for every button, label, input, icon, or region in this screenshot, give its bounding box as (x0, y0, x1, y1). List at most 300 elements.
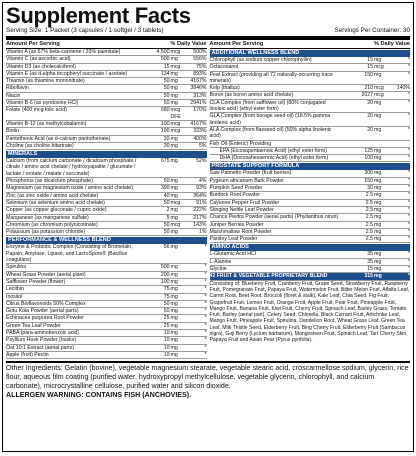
nutrient-unit: mcg (170, 120, 181, 127)
amount-header: Amount Per Serving (209, 41, 264, 47)
nutrient-amount: 20 (367, 113, 373, 120)
nutrient-amount: 75 (163, 293, 170, 300)
nutrient-name: Inositol (6, 293, 23, 300)
nutrient-amount: 5 (166, 214, 170, 221)
nutrient-unit: mg (374, 71, 382, 78)
nutrient-unit: mg (170, 100, 178, 107)
mineral-list (6, 158, 207, 236)
nutrient-amount: 20 (367, 126, 373, 133)
nutrient-dv: * (204, 315, 207, 322)
nutrient-row (6, 71, 207, 78)
nutrient-dv: * (204, 322, 207, 329)
fruit-blend-text: Consisting of: Blueberry Fruit, Cranberry Fruit, Grape Seed, Strawberry Fruit, Raspberry Fruit, Pomegranate Fruit, Papaya Fruit, Watermelon Fruit, Bitter Melon Fruit, Alfalfa Leaf, Carrot Root, Beet Root, Broccoli (floret & stalk), Kale Leaf, Chia Seed, Fig Fruit, Grapefruit Fruit, Lemon Fruit, Orange Fruit, Apple Fruit, Pear Fruit, Pineapple Fruit, Mango Fruit, Banana Fruit, Kiwi Fruit, Cherry Fruit, Spinach Leaf, Barley Grass, Tomato Fruit, Barley (aerial part), Celery Seed, Chlorella, Black Currant Fruit, Artichoke Leaf, Mango Fruit, Pineapple Fruit, Spirulina, Dandelion Root, Wheat Grass Leaf, Green Tea Leaf, Milk Thistle Seed, Elderberry Fruit, Bing Cherry Fruit, Elderberry Fruit (Sambucus nigra), Goji Berry (Lycium barbarum), Mangosteen Fruit, Spinach Leaf, Tart Cherry Skin, Papaya Fruit and Asian Pear (Pyrus pyrifolia). (209, 280, 410, 344)
nutrient-unit: mcg DFE (170, 107, 181, 120)
nutrient-row (210, 222, 411, 229)
nutrient-amount: 20 (163, 135, 170, 142)
nutrient-unit: mcg (374, 85, 384, 92)
nutrient-amount: 50 (163, 178, 170, 185)
nutrient-amount: 35 (367, 251, 373, 258)
nutrient-name: EPA (Eicosapentaenoic Acid) (ethyl ester form) (219, 147, 327, 154)
nutrient-row (6, 49, 207, 56)
nutrient-unit: mg (374, 251, 382, 258)
nutrient-dv: 364% (193, 192, 207, 199)
nutrient-amount: 2.5 (365, 236, 373, 243)
nutrient-dv: * (407, 199, 410, 206)
nutrient-amount: 30 (163, 142, 170, 149)
nutrient-name: Vitamin D3 (as cholecalciferol) (6, 63, 76, 70)
nutrient-row (6, 229, 207, 236)
nutrient-name: Apple (fruit) Pectin (6, 351, 49, 358)
nutrient-name: CLA Complex (from safflower oil) (80% conjugated linoleic acid) (ethyl ester form) (209, 99, 326, 113)
nutrient-unit: mg (170, 192, 178, 199)
nutrient-dv: * (407, 236, 410, 243)
nutrient-name: Pygeum africanum Bark Powder (209, 177, 284, 184)
nutrient-dv (388, 141, 410, 147)
nutrient-name: Pantothenic Acid (as d-calcium pantothenate) (6, 135, 111, 142)
nutrient-name: Vitamin C (as ascorbic acid) (6, 56, 71, 63)
nutrient-amount: 2.5 (365, 214, 373, 221)
performance-blend-list (6, 244, 207, 359)
nutrient-row (6, 215, 207, 222)
nutrient-row (210, 148, 411, 155)
nutrient-name: Enzyme & Probiotic Complex (Consisting of Bromelain, Papain, Amylase, Lipase, and LactoSpore® (Bacillus coagulans) (6, 244, 133, 264)
nutrient-amount: 500 (160, 264, 170, 271)
nutrient-unit: mg (374, 57, 382, 63)
nutrient-dv: * (407, 214, 410, 221)
nutrient-dv: * (204, 344, 207, 351)
nutrient-unit: mg (170, 244, 178, 251)
nutrient-unit: mg (170, 142, 178, 149)
nutrient-name: Potassium (as potassium chloride) (6, 229, 86, 236)
nutrient-unit: mg (170, 278, 178, 285)
nutrient-unit: mcg (170, 49, 181, 55)
nutrient-unit: mg (374, 266, 382, 273)
fruit-blend-unit: mg (374, 273, 382, 280)
nutrient-row (210, 251, 411, 258)
nutrient-row (6, 244, 207, 264)
nutrient-amount: 300 (364, 170, 373, 177)
nutrient-unit: mg (170, 337, 178, 344)
section-minerals: MINERALS (6, 151, 207, 158)
other-ingredients: Other Ingredients: Gelatin (bovine), vegetable magnesium stearate, vegetable stearic acid, croscarmellose sodium, glycerin, rice flour, aqueous film coating (purified water, hydroxypropyl methylcellulose, vegetable glycerin, chlorophyll, and calcium carbonate), microcrystalline cellulose, purified water and silicon dioxide. (6, 361, 410, 391)
nutrient-dv: 52% (196, 158, 207, 165)
nutrient-row (210, 207, 411, 214)
nutrient-dv: 4167% (190, 120, 207, 127)
nutrient-dv: * (407, 228, 410, 235)
nutrient-amount: 15 (367, 57, 373, 63)
nutrient-row (6, 128, 207, 135)
nutrient-name: Green Tea Leaf Powder (6, 322, 61, 329)
nutrient-row (210, 259, 411, 266)
nutrient-amount: 50 (163, 229, 170, 236)
nutrient-row (210, 170, 411, 177)
nutrient-row (6, 345, 207, 352)
nutrient-dv: 4167% (190, 78, 207, 85)
facts-columns (6, 41, 410, 359)
nutrient-unit: mg (374, 214, 382, 221)
nutrient-row (6, 352, 207, 359)
nutrient-row (6, 193, 207, 200)
nutrient-row (210, 192, 411, 199)
section-prostate: PROSTATE SUPPORT FORMULA (210, 163, 411, 170)
nutrient-row (210, 229, 411, 236)
nutrient-unit: mg (170, 185, 178, 192)
nutrient-name: Fish Oil (Enteric) Providing (209, 140, 272, 147)
nutrient-row (6, 185, 207, 192)
nutrient-dv: 91% (196, 199, 207, 206)
nutrient-dv: 333% (193, 128, 207, 135)
nutrient-amount: 15 (367, 266, 373, 273)
nutrient-name: Vitamin E (as d-alpha tocopheryl succinate / acetate) (6, 70, 128, 77)
nutrient-dv: * (407, 71, 410, 78)
nutrient-dv: * (407, 170, 410, 177)
nutrient-amount: 50 (163, 308, 170, 315)
nutrient-amount: 50 (163, 199, 170, 206)
allergen-warning: ALLERGEN WARNING: CONTAINS FISH (ANCHOVIES). (6, 391, 192, 400)
nutrient-name: Marshmallow Root Powder (209, 228, 272, 235)
nutrient-dv: * (407, 155, 410, 162)
fruit-blend-row (210, 273, 411, 280)
nutrient-name: Chanca Piedra Powder (aerial parts) (Phyllanthus niruri) (209, 214, 339, 221)
nutrient-amount: 2.5 (365, 228, 373, 235)
nutrient-amount: 210 (364, 85, 373, 92)
nutrient-row (210, 92, 411, 99)
nutrient-dv: * (204, 244, 207, 251)
nutrient-name: Biotin (6, 128, 19, 135)
nutrient-amount: 100 (160, 278, 170, 285)
right-column (210, 41, 411, 359)
nutrient-amount: 50 (163, 221, 170, 228)
nutrient-name: Echinacea purpurea Root Powder (6, 315, 84, 322)
nutrient-name: Oat 10:1 Extract (aerial parts) (6, 344, 75, 351)
nutrient-unit: mg (374, 99, 382, 106)
dv-header: % Daily Value (373, 41, 410, 47)
nutrient-unit: mg (170, 286, 178, 293)
nutrient-dv: 313% (193, 92, 207, 99)
nutrient-row (6, 294, 207, 301)
servings-per-container: Servings Per Container: 30 (334, 27, 410, 34)
nutrient-row (210, 200, 411, 207)
nutrient-dv: * (204, 337, 207, 344)
nutrient-dv: * (204, 293, 207, 300)
nutrient-name: Safflower Powder (flower) (6, 278, 66, 285)
nutrient-amount: 50 (163, 78, 170, 85)
nutrient-name: Vitamin B-12 (as methylcobalamin) (6, 120, 87, 127)
nutrient-unit: mg (374, 199, 382, 206)
nutrient-unit: mg (170, 178, 178, 185)
fruit-blend-dv: * (407, 273, 410, 280)
left-column (6, 41, 207, 359)
nutrient-dv: * (407, 57, 410, 63)
nutrient-dv: * (204, 264, 207, 271)
nutrient-unit: mg (374, 221, 382, 228)
nutrient-row (6, 272, 207, 279)
nutrient-dv: * (407, 206, 410, 213)
nutrient-name: GLA Complex (from borage seed oil) (18.5% gamma linolenic acid) (209, 113, 331, 126)
nutrient-dv: 500% (193, 49, 207, 55)
nutrient-name: Vitamin A (as 67% beta-carotene / 33% palmitate) (6, 49, 121, 55)
nutrient-name: Choline (as choline bitartrate) (6, 142, 74, 149)
fruit-blend-name: 42 FRUIT & VEGETABLE PROPRIETARY BLEND (209, 273, 328, 280)
nutrient-name: L-Alanine (209, 258, 232, 265)
nutrient-row (6, 56, 207, 63)
vitamin-list (6, 49, 207, 150)
nutrient-row (6, 78, 207, 85)
nutrient-amount: 15 (367, 64, 373, 71)
nutrient-dv: * (204, 271, 207, 278)
nutrient-amount: 30 (367, 185, 373, 192)
nutrient-dv: * (407, 266, 410, 273)
nutrient-amount: 100 (160, 128, 170, 135)
nutrient-dv: * (407, 99, 410, 106)
nutrient-amount: 50 (163, 92, 170, 99)
nutrient-unit: mg (374, 236, 382, 243)
nutrient-amount: 40 (163, 192, 170, 199)
nutrient-amount: 35 (367, 258, 373, 265)
section-additional-blend: ADDITIONAL WELLNESS BLEND (210, 50, 411, 57)
nutrient-unit: mg (374, 258, 382, 265)
nutrient-unit: mg (374, 192, 382, 199)
nutrient-dv: 93% (196, 185, 207, 192)
nutrient-amount: 675 (160, 158, 170, 165)
nutrient-dv: 5% (199, 142, 207, 149)
nutrient-amount: 75 (163, 286, 170, 293)
nutrient-amount: 200 (160, 271, 170, 278)
nutrient-name: Calcium (from calcium carbonate / dicalcium phosphate / citrate / amino acid chelate / hydroxyapatite / gluconate / lactate / orotate / malate / succinate) (6, 158, 137, 177)
nutrient-name: Thiamin (as thiamine mononitrate) (6, 78, 85, 85)
nutrient-amount: 125 (364, 147, 373, 154)
nutrient-amount: 2027 (361, 92, 373, 99)
nutrient-amount: 2.5 (365, 199, 373, 206)
nutrient-row (210, 64, 411, 71)
nutrient-dv: * (407, 147, 410, 154)
additional-blend-list (210, 57, 411, 162)
nutrient-dv: 3846% (190, 85, 207, 92)
nutrient-amount: 10 (163, 351, 170, 358)
nutrient-dv: * (407, 185, 410, 192)
nutrient-dv: * (204, 286, 207, 293)
nutrient-name: PABA (para-aminobenzoic acid) (6, 329, 80, 336)
nutrient-amount: 10 (163, 344, 170, 351)
nutrient-unit: mg (374, 185, 382, 192)
nutrient-unit: mcg (170, 199, 181, 206)
nutrient-dv: 217% (193, 214, 207, 221)
nutrient-name: Chromium (as chromium polynicotinate) (6, 221, 98, 228)
left-column-header (6, 41, 207, 49)
nutrient-dv: 140% (396, 85, 410, 92)
nutrient-row (210, 127, 411, 141)
nutrient-unit: mcg (374, 64, 384, 71)
nutrient-row (6, 200, 207, 207)
nutrient-unit: mg (170, 351, 178, 358)
nutrient-unit: mg (170, 85, 178, 92)
nutrient-unit: mcg (170, 63, 181, 70)
nutrient-unit: mg (170, 229, 178, 236)
nutrient-dv: 170% (193, 107, 207, 114)
nutrient-unit: mg (374, 155, 382, 162)
nutrient-name: L-Glutamic Acid HCl (209, 251, 256, 258)
nutrient-amount: 10 (163, 337, 170, 344)
nutrient-amount: 25 (163, 322, 170, 329)
nutrient-amount: 50 (163, 100, 170, 107)
nutrient-amount (343, 141, 373, 147)
nutrient-dv: * (407, 126, 410, 133)
nutrient-name: Vitamin B-6 (as pyridoxine HCl) (6, 100, 79, 107)
nutrient-row (6, 93, 207, 100)
nutrient-row (6, 337, 207, 344)
nutrient-dv: * (407, 251, 410, 258)
nutrient-dv: * (204, 308, 207, 315)
nutrient-amount: 2 (166, 207, 170, 214)
fruit-blend-amount: 315 (364, 273, 373, 280)
nutrient-row (6, 330, 207, 337)
nutrient-amount: 134 (160, 70, 170, 77)
nutrient-row (6, 136, 207, 143)
nutrient-row (210, 266, 411, 273)
nutrient-amount: 150 (364, 71, 373, 78)
right-column-header (210, 41, 411, 49)
section-performance-blend: PERFORMANCE & WELLNESS BLEND (6, 237, 207, 244)
nutrient-name: Glycine (209, 266, 227, 273)
nutrient-dv: 143% (193, 221, 207, 228)
nutrient-dv: 2941% (190, 100, 207, 107)
nutrient-row (210, 236, 411, 243)
nutrient-amount: 2.5 (365, 206, 373, 213)
nutrient-amount: 2.5 (365, 192, 373, 199)
nutrient-dv: 75% (196, 63, 207, 70)
nutrient-unit: mg (170, 344, 178, 351)
serving-info (6, 27, 410, 40)
nutrient-row (6, 222, 207, 229)
nutrient-row (210, 178, 411, 185)
nutrient-unit: mg (170, 214, 178, 221)
nutrient-row (6, 64, 207, 71)
nutrient-row (210, 57, 411, 64)
nutrient-unit: mg (170, 271, 178, 278)
amount-header: Amount Per Serving (6, 41, 60, 47)
nutrient-dv: * (407, 92, 410, 99)
nutrient-row (210, 85, 411, 92)
nutrient-unit: mg (170, 300, 178, 307)
nutrient-unit: mg (170, 329, 178, 336)
nutrient-unit: mg (374, 147, 382, 154)
nutrient-row (6, 315, 207, 322)
nutrient-dv: * (407, 113, 410, 120)
nutrient-unit: mg (170, 78, 178, 85)
nutrient-row (6, 301, 207, 308)
nutrient-name: Riboflavin (6, 85, 29, 92)
nutrient-name: DHA (Docosahexaenoic Acid) (ethyl ester form) (219, 155, 329, 162)
nutrient-dv: * (407, 177, 410, 184)
nutrient-name: Wheat Grass Powder (aerial plant) (6, 271, 86, 278)
supplement-facts-label (2, 2, 414, 452)
nutrient-name: Pumpkin Seed Powder (209, 185, 263, 192)
nutrient-name: Citrus Bioflavonoids 50% Complex (6, 300, 86, 307)
nutrient-unit: mcg (170, 128, 181, 135)
nutrient-dv: 4% (199, 178, 207, 185)
nutrient-row (6, 207, 207, 214)
nutrient-row (210, 185, 411, 192)
nutrient-name: Psyllium Husk Powder (husks) (6, 337, 77, 344)
nutrient-amount: 100 (364, 155, 373, 162)
nutrient-unit: mg (374, 177, 382, 184)
nutrient-row (210, 214, 411, 221)
nutrient-unit: mg (170, 308, 178, 315)
nutrient-dv: * (407, 258, 410, 265)
nutrient-row (6, 178, 207, 185)
nutrient-dv: * (204, 329, 207, 336)
nutrient-unit: mg (374, 206, 382, 213)
nutrient-unit (373, 141, 388, 147)
nutrient-unit: mg (170, 322, 178, 329)
nutrient-amount: 100 (160, 120, 170, 127)
nutrient-row (210, 72, 411, 86)
nutrient-unit: mg (374, 170, 382, 177)
nutrient-row (6, 121, 207, 128)
nutrient-dv: 400% (193, 135, 207, 142)
nutrient-dv: * (407, 221, 410, 228)
nutrient-unit: mg (170, 135, 178, 142)
nutrient-amount: 20 (367, 99, 373, 106)
nutrient-dv: 1% (199, 229, 207, 236)
nutrient-amount: 150 (364, 177, 373, 184)
nutrient-name: Lecithin (6, 286, 24, 293)
nutrient-amount: 500 (160, 56, 170, 63)
nutrient-amount: 25 (163, 315, 170, 322)
nutrient-unit: mg (170, 70, 178, 77)
nutrient-name: Folate (400 mcg folic acid) (6, 107, 67, 114)
nutrient-amount: 4,500 (156, 49, 170, 55)
nutrient-dv: 556% (193, 56, 207, 63)
nutrient-unit: mg (170, 315, 178, 322)
nutrient-name: Cayenne Pepper Fruit Powder (209, 199, 280, 206)
nutrient-name: Stinging Nettle Leaf Powder (209, 206, 274, 213)
nutrient-name: ALA Complex (from flaxseed oil) (50% alpha linolenic acid) (209, 126, 332, 140)
nutrient-row (6, 107, 207, 121)
nutrient-unit: mg (374, 113, 382, 120)
nutrient-row (6, 286, 207, 293)
nutrient-name: Phosphorus (as dicalcium phosphate) (6, 178, 93, 185)
nutrient-amount: 50 (163, 300, 170, 307)
nutrient-row (6, 143, 207, 150)
nutrient-name: Spirulina (6, 264, 27, 271)
nutrient-name: Saw Palmetto Powder (fruit berries) (209, 170, 292, 177)
nutrient-dv: * (407, 192, 410, 199)
nutrient-unit: mg (170, 293, 178, 300)
nutrient-amount: 50 (163, 85, 170, 92)
nutrient-row (6, 279, 207, 286)
nutrient-name: Niacin (6, 92, 21, 99)
label-title: Supplement Facts (6, 3, 191, 28)
nutrient-name: Kelp (thallus) (209, 85, 240, 92)
nutrient-row (6, 308, 207, 315)
nutrient-name: Copper (as copper gluconate / cupric oxide) (6, 207, 107, 214)
nutrient-amount: 56 (163, 244, 170, 251)
nutrient-row (210, 141, 411, 148)
nutrient-amount: 15 (163, 63, 170, 70)
nutrient-row (210, 100, 411, 114)
nutrient-row (6, 158, 207, 178)
prostate-list (210, 170, 411, 243)
nutrient-row (6, 323, 207, 330)
nutrient-dv: * (204, 351, 207, 358)
nutrient-dv: * (204, 300, 207, 307)
nutrient-unit: mg (170, 207, 178, 214)
nutrient-dv: * (407, 64, 410, 71)
nutrient-amount: 390 (160, 185, 170, 192)
nutrient-name: Gotu Kola Powder (aerial parts) (6, 308, 79, 315)
nutrient-dv: * (204, 278, 207, 285)
